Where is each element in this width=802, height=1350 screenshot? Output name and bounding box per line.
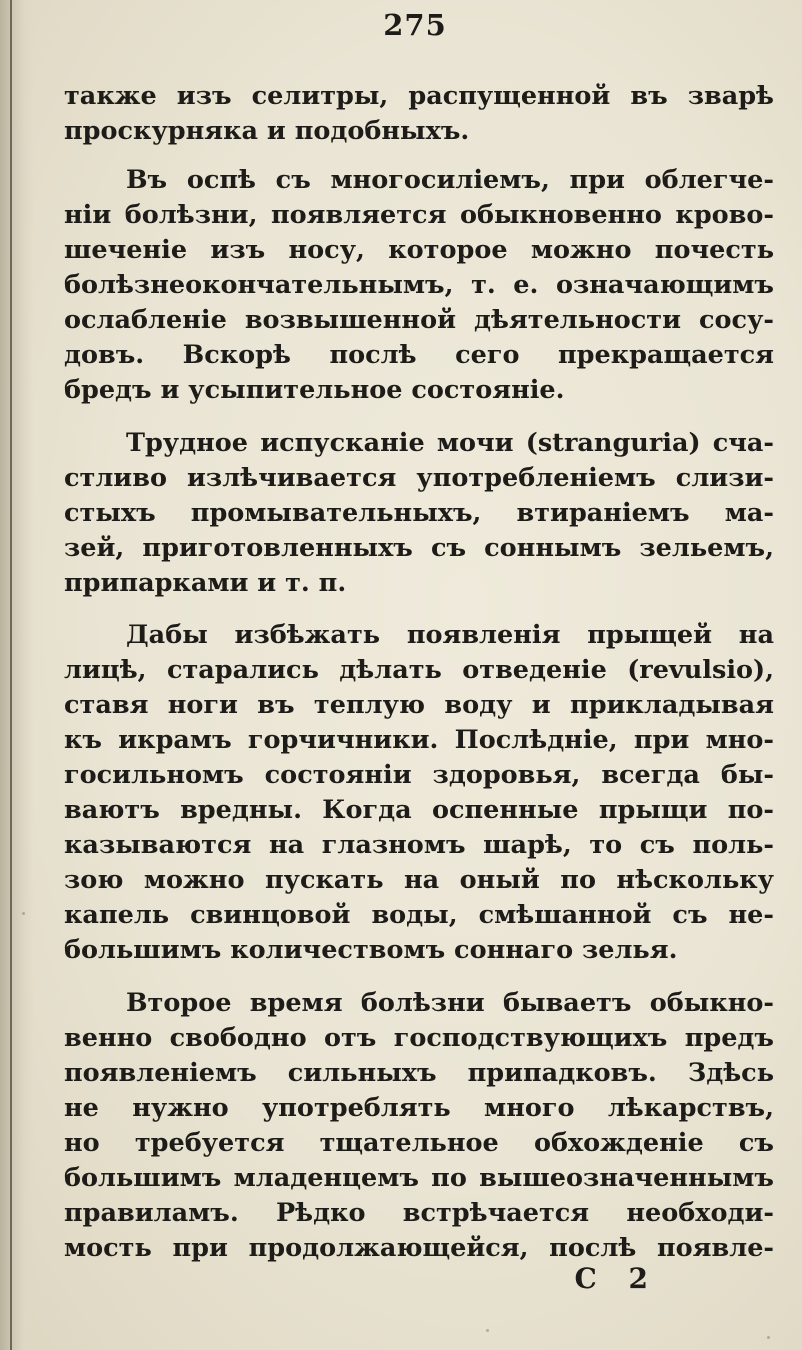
text-line: довъ. Вскорѣ послѣ сего прекращается [64,340,774,370]
text-line: шеченіе изъ носу, которое можно почесть [64,235,774,265]
text-line: Въ оспѣ съ многосиліемъ, при облегче- [126,165,774,195]
paper-speck [22,912,25,915]
paper-speck [767,1336,770,1339]
text-line: стыхъ промывательныхъ, втираніемъ ма- [64,498,774,528]
text-line: припарками и т. п. [64,568,347,598]
text-line: ніи болѣзни, появляется обыкновенно крово- [64,200,774,230]
binding-line [10,0,12,1350]
text-line: большимъ количествомъ соннаго зелья. [64,935,678,965]
text-line: госильномъ состояніи здоровья, всегда бы- [64,760,774,790]
text-line: правиламъ. Рѣдко встрѣчается необходи- [64,1198,774,1228]
paper-speck [486,1329,489,1332]
text-line: Дабы избѣжать появленія прыщей на [126,620,774,650]
text-line: стливо излѣчивается употребленіемъ слизи- [64,463,774,493]
text-line: ослабленіе возвышенной дѣятельности сосу- [64,305,774,335]
text-line: лицѣ, старались дѣлать отведеніе (revulsio), [64,655,774,685]
text-line: не нужно употреблять много лѣкарствъ, [64,1093,774,1123]
text-line: капель свинцовой воды, смѣшанной съ не- [64,900,774,930]
text-line: венно свободно отъ господствующихъ предъ [64,1023,774,1053]
text-line: Трудное испусканіе мочи (stranguria) сча- [126,428,774,458]
binding-edge [0,0,34,1350]
text-line: проскурняка и подобныхъ. [64,116,470,146]
text-line: болѣзнеокончательнымъ, т. е. означающимъ [64,270,774,300]
text-line: мость при продолжающейся, послѣ появле- [64,1233,774,1263]
text-line: ваютъ вредны. Когда оспенные прыщи по- [64,795,774,825]
text-line: но требуется тщательное обхожденіе съ [64,1128,774,1158]
text-line: зою можно пускать на оный по нѣскольку [64,865,774,895]
text-line: появленіемъ сильныхъ припадковъ. Здѣсь [64,1058,774,1088]
page-number: 275 [383,8,447,42]
text-line: ставя ноги въ теплую воду и прикладывая [64,690,774,720]
text-line: Второе время болѣзни бываетъ обыкно- [126,988,774,1018]
text-line: бредъ и усыпительное состояніе. [64,375,565,405]
text-line: большимъ младенцемъ по вышеозначеннымъ [64,1163,774,1193]
signature-mark: С 2 [574,1262,648,1295]
text-line: зей, приготовленныхъ съ соннымъ зельемъ, [64,533,774,563]
text-line: также изъ селитры, распущенной въ зварѣ [64,81,774,111]
text-line: къ икрамъ горчичники. Послѣдніе, при мно- [64,725,774,755]
text-line: казываются на глазномъ шарѣ, то съ поль- [64,830,774,860]
